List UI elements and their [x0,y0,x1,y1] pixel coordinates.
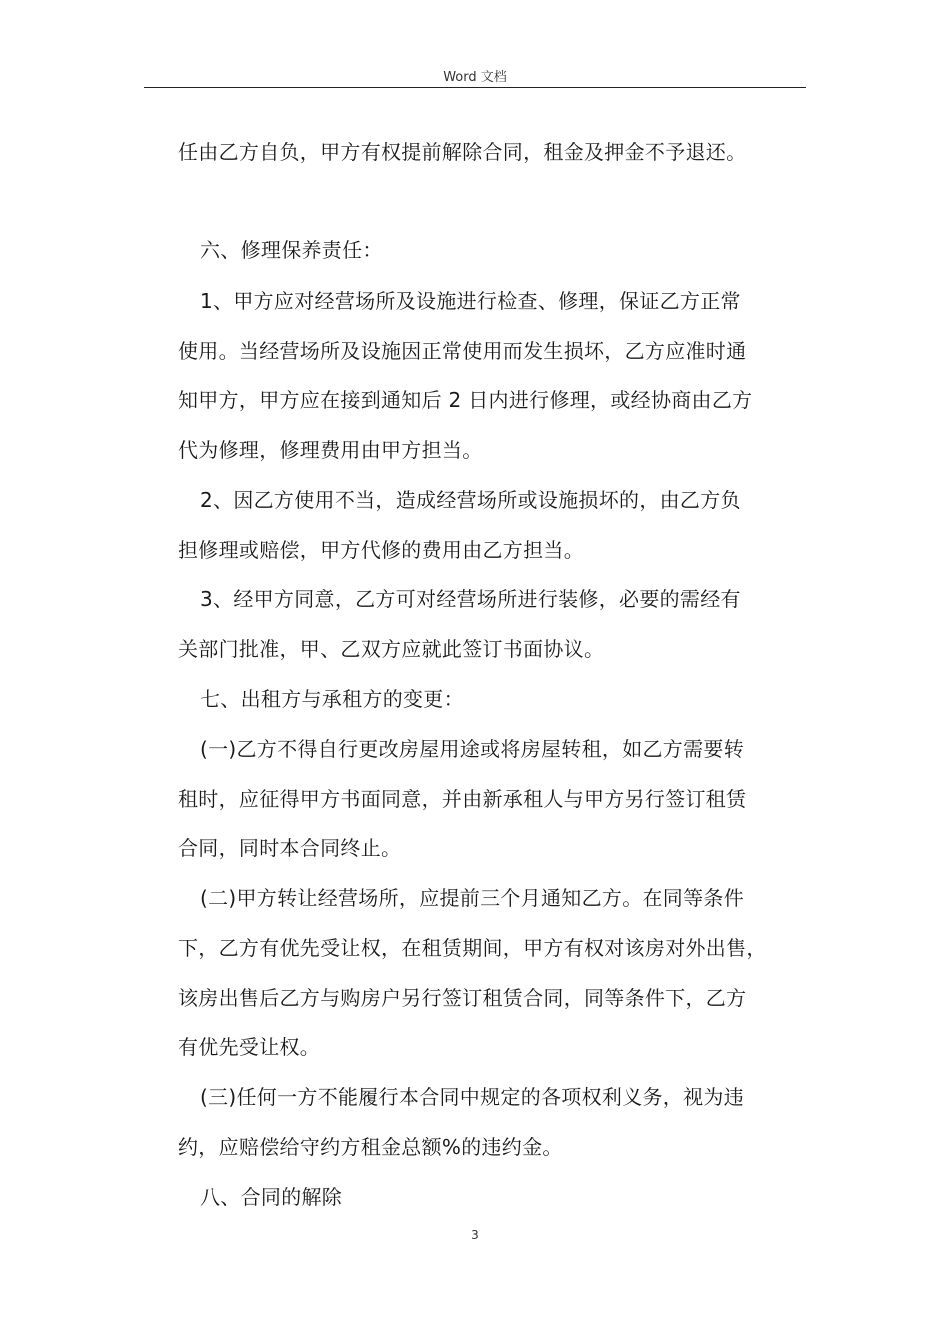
body-line: (一)乙方不得自行更改房屋用途或将房屋转租，如乙方需要转 [200,737,745,761]
body-line: 2、因乙方使用不当，造成经营场所或设施损坏的，由乙方负 [200,488,741,512]
body-line: 关部门批准，甲、乙双方应就此签订书面协议。 [178,637,605,661]
section-heading: 七、出租方与承租方的变更： [200,687,464,711]
body-line: 有优先受让权。 [178,1035,321,1059]
body-line: 该房出售后乙方与购房户另行签订租赁合同，同等条件下，乙方 [178,986,747,1010]
body-line: 知甲方，甲方应在接到通知后 2 日内进行修理，或经协商由乙方 [178,388,753,412]
body-line: (三)任何一方不能履行本合同中规定的各项权利义务，视为违 [200,1085,745,1109]
page-number: 3 [471,1228,479,1242]
body-line: 下，乙方有优先受让权，在租赁期间，甲方有权对该房对外出售， [178,936,767,960]
document-header-title: Word 文档 [443,70,507,85]
header-divider [144,87,806,88]
body-line: 任由乙方自负，甲方有权提前解除合同，租金及押金不予退还。 [178,140,747,164]
body-line: 1、甲方应对经营场所及设施进行检查、修理，保证乙方正常 [200,289,741,313]
body-line: 3、经甲方同意，乙方可对经营场所进行装修，必要的需经有 [200,587,741,611]
body-line: 合同，同时本合同终止。 [178,836,402,860]
body-line: 使用。当经营场所及设施因正常使用而发生损坏，乙方应准时通 [178,339,747,363]
section-heading: 八、合同的解除 [200,1185,343,1209]
body-line: 代为修理，修理费用由甲方担当。 [178,438,483,462]
section-heading: 六、修理保养责任： [200,238,383,262]
body-line: (二)甲方转让经营场所，应提前三个月通知乙方。在同等条件 [200,886,745,910]
body-line: 约，应赔偿给守约方租金总额%的违约金。 [178,1135,563,1159]
body-line: 担修理或赔偿，甲方代修的费用由乙方担当。 [178,538,584,562]
body-line: 租时，应征得甲方书面同意，并由新承租人与甲方另行签订租赁 [178,787,747,811]
